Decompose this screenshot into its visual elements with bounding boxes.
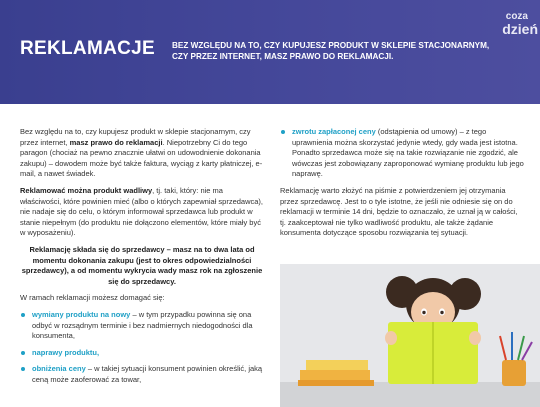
intro-text-c: . Niepotrzebny Ci do tego paragon (chociaż na pewno znacznie ułatwi on udowodnienie dokonania zakupu) – dowodem może być także faktura, wyciąg z karty płatniczej, e-mail, a nawet świadek. — [20, 137, 263, 179]
logo-top-text: coza — [505, 11, 528, 22]
bullet-dot-icon — [281, 130, 285, 134]
list-item — [20, 348, 264, 359]
banner-subtitle: BEZ WZGLĘDU NA TO, CZY KUPUJESZ PRODUKT W SKLEPIE STACJONARNYM, CZY PRZEZ INTERNET, MASZ PRAWO DO REKLAMACJI. — [172, 41, 490, 61]
bullet-accent: obniżenia ceny — [32, 364, 86, 374]
intro-paragraph — [20, 127, 264, 180]
bullet-dot-icon — [21, 313, 25, 317]
list-item — [280, 127, 524, 180]
defective-text: , tj. taki, który: nie ma właściwości, które powinien mieć (albo o których zapewniał sprzedawca), nie nadaje się do celu, o którym informował sprzedawca lub produkt w stanie niepełnym (do produktu nie dołączono elementów, które miały być w wyposażeniu). — [20, 185, 264, 238]
bullet-accent: zwrotu zapłaconej ceny — [292, 127, 376, 136]
intro-text-bold: masz prawo do reklamacji — [69, 137, 163, 147]
left-column — [20, 127, 264, 391]
logo — [492, 6, 538, 38]
bullet-text: (odstąpienia od umowy) – z tego uprawnienia można skorzystać jedynie wtedy, gdy wada jest istotna. Ponadto sprzedawca może się na takie rozwiązanie nie zgodzić, ale wówczas jest zobowiązany zaproponować wymianę produktu lub jego naprawę. — [292, 127, 524, 179]
right-column — [280, 127, 524, 245]
intro-text-a: Bez względu na to, czy kupujesz produkt w sklepie stacjonarnym, czy przez internet, — [20, 127, 251, 147]
list-item — [20, 310, 264, 342]
defective-paragraph — [20, 186, 264, 239]
logo-bottom-text: dzień — [502, 21, 538, 37]
page-title: REKLAMACJE — [20, 38, 155, 59]
header-banner — [0, 0, 540, 104]
written-complaint-paragraph: Reklamację warto złożyć na piśmie z potwierdzeniem jej otrzymania przez sprzedawcę. Jest to o tyle istotne, że jeśli nie odniesie się on do reklamacji w terminie 14 dni, będzie to oznaczało, że uznał ją w całości, tj. zaakceptował nie tylko wadliwość produktu, ale także żądanie konsumenta dotyczące sposobu rozwiązania tej sytuacji. — [280, 185, 518, 238]
bullet-accent: wymiany produktu na nowy — [32, 309, 131, 319]
photo-illustration — [280, 264, 540, 407]
bullet-dot-icon — [21, 367, 25, 371]
bullet-accent: naprawy produktu, — [32, 347, 100, 357]
list-item — [20, 364, 264, 385]
bullet-dot-icon — [21, 351, 25, 355]
bullet-text: – w takiej sytuacji konsument powinien określić, jaką ceną może zaoferować za towar, — [32, 364, 263, 384]
options-intro: W ramach reklamacji możesz domagać się: — [20, 293, 165, 303]
deadline-paragraph: Reklamację składa się do sprzedawcy – masz na to dwa lata od momentu dokonania zakupu (jest to okres odpowiedzialności sprzedawcy), a od momentu wykrycia wady masz rok na zgłoszenie się do sprzedawcy. — [21, 244, 263, 286]
child-with-book-image — [280, 264, 540, 407]
defective-bold: Reklamować można produkt wadliwy — [20, 185, 153, 195]
bullet-text: – w tym przypadku powinna się ona odbyć w rozsądnym terminie i bez nadmiernych niedogodności dla konsumenta, — [32, 309, 253, 341]
